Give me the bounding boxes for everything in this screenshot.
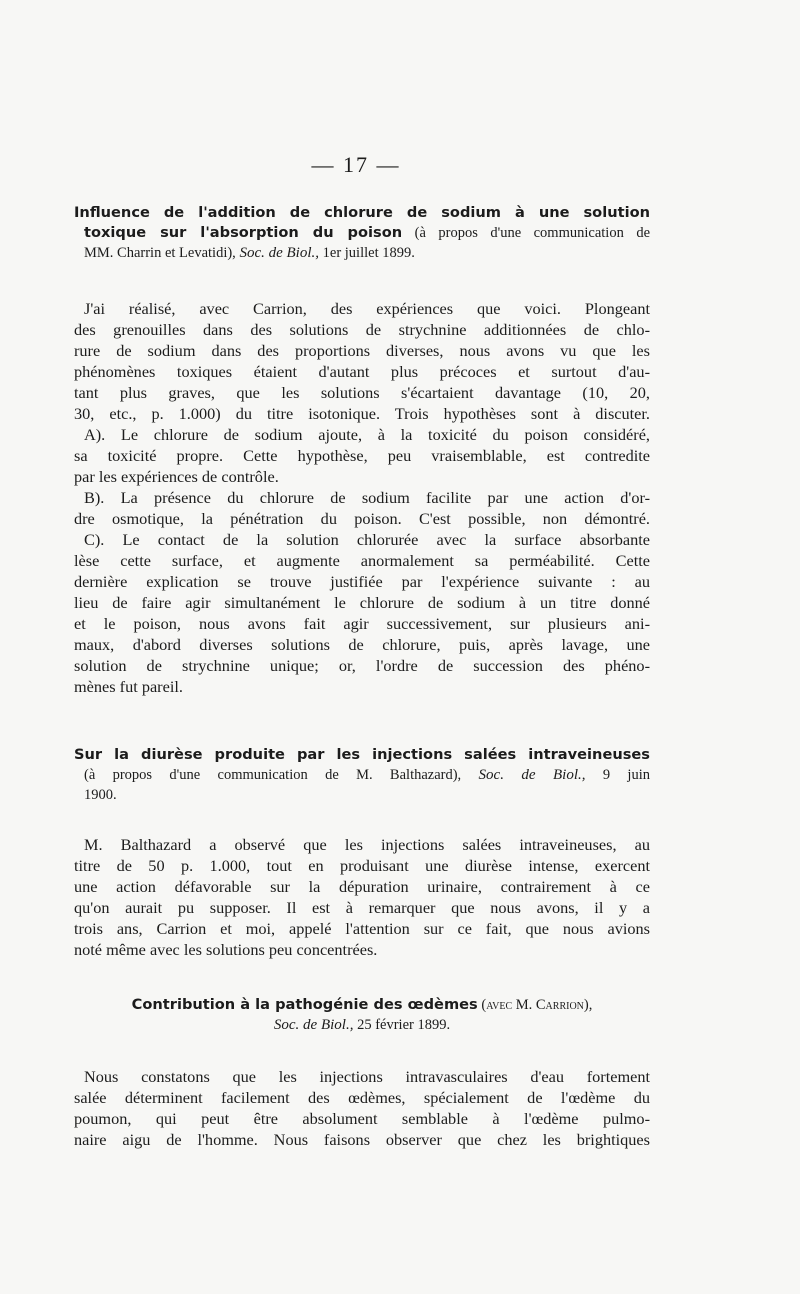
body-line: naire aigu de l'homme. Nous faisons observer que chez les brightiques bbox=[74, 1130, 650, 1149]
body-line: lieu de faire agir simultanément le chlorure de sodium à un titre donné bbox=[74, 593, 650, 612]
section-1-body bbox=[74, 298, 650, 697]
body-line: J'ai réalisé, avec Carrion, des expériences que voici. Plongeant bbox=[84, 299, 650, 318]
section-2-title bbox=[74, 745, 650, 805]
section-2-body bbox=[74, 834, 650, 960]
body-line: une action défavorable sur la dépuration urinaire, contrairement à ce bbox=[74, 877, 650, 896]
page-number: — 17 — bbox=[311, 152, 401, 177]
body-line: solution de strychnine unique; or, l'ordre de succession des phéno- bbox=[74, 656, 650, 675]
section-1-title-line-3: MM. Charrin et Levatidi), Soc. de Biol., 1er juillet 1899. bbox=[84, 245, 415, 261]
body-line: noté même avec les solutions peu concentrées. bbox=[74, 940, 378, 959]
body-line: A). Le chlorure de sodium ajoute, à la toxicité du poison considéré, bbox=[84, 425, 650, 444]
section-3-title-line-1: Contribution à la pathogénie des œdèmes (avec M. Carrion), bbox=[131, 996, 593, 1013]
body-line: trois ans, Carrion et moi, appelé l'attention sur ce fait, que nous avions bbox=[74, 919, 650, 938]
body-line: phénomènes toxiques étaient d'autant plus précoces et surtout d'au- bbox=[74, 362, 650, 381]
body-line: 30, etc., p. 1.000) du titre isotonique. Trois hypothèses sont à discuter. bbox=[74, 404, 650, 423]
body-line: par les expériences de contrôle. bbox=[74, 467, 279, 486]
body-line: C). Le contact de la solution chlorurée avec la surface absorbante bbox=[84, 530, 650, 549]
body-line: dre osmotique, la pénétration du poison. C'est possible, non démontré. bbox=[74, 509, 650, 528]
section-1-title bbox=[74, 203, 650, 263]
body-line: tant plus graves, que les solutions s'écartaient davantage (10, 20, bbox=[74, 383, 650, 402]
body-line: maux, d'abord diverses solutions de chlorure, puis, après lavage, une bbox=[74, 635, 650, 654]
section-3-title bbox=[74, 995, 650, 1035]
section-3-title-line-2: Soc. de Biol., 25 février 1899. bbox=[273, 1017, 451, 1033]
section-2-title-line-3: 1900. bbox=[84, 787, 117, 803]
body-line: des grenouilles dans des solutions de strychnine additionnées de chlo- bbox=[74, 320, 650, 339]
body-line: M. Balthazard a observé que les injections salées intraveineuses, au bbox=[84, 835, 650, 854]
body-line: titre de 50 p. 1.000, tout en produisant une diurèse intense, exercent bbox=[74, 856, 650, 875]
body-line: rure de sodium dans des proportions diverses, nous avons vu que les bbox=[74, 341, 650, 360]
body-line: dernière explication se trouve justifiée par l'expérience suivante : au bbox=[74, 572, 650, 591]
body-line: et le poison, nous avons fait agir successivement, sur plusieurs ani- bbox=[74, 614, 650, 633]
body-line: lèse cette surface, et augmente anormalement sa perméabilité. Cette bbox=[74, 551, 650, 570]
body-line: salée déterminent facilement des œdèmes, spécialement de l'œdème du bbox=[74, 1088, 650, 1107]
section-3-body bbox=[74, 1066, 650, 1150]
body-line: qu'on aurait pu supposer. Il est à remarquer que nous avons, il y a bbox=[74, 898, 650, 917]
body-line: B). La présence du chlorure de sodium facilite par une action d'or- bbox=[84, 488, 650, 507]
section-2-title-line-1: Sur la diurèse produite par les injections salées intraveineuses bbox=[74, 746, 650, 763]
body-line: poumon, qui peut être absolument semblable à l'œdème pulmo- bbox=[74, 1109, 650, 1128]
body-line: sa toxicité propre. Cette hypothèse, peu vraisemblable, est contredite bbox=[74, 446, 650, 465]
section-1-title-line-2: toxique sur l'absorption du poison (à propos d'une communication de bbox=[84, 224, 650, 241]
body-line: mènes fut pareil. bbox=[74, 677, 183, 696]
section-1-title-line-1: Influence de l'addition de chlorure de sodium à une solution bbox=[74, 204, 650, 221]
body-line: Nous constatons que les injections intravasculaires d'eau fortement bbox=[84, 1067, 650, 1086]
section-2-title-line-2: (à propos d'une communication de M. Balthazard), Soc. de Biol., 9 juin bbox=[84, 767, 650, 783]
